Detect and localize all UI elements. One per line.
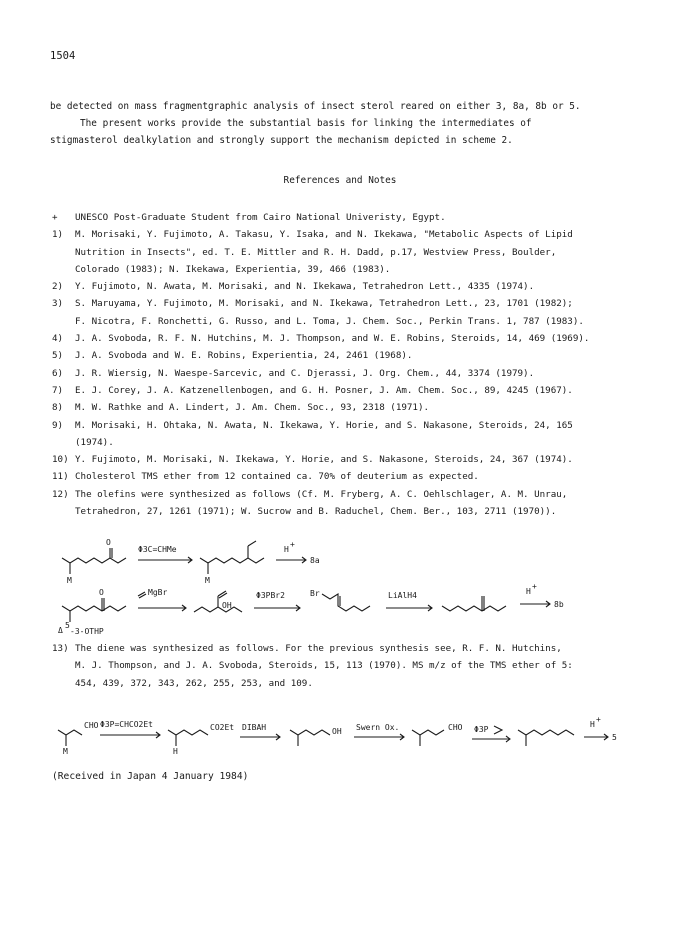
- reference-line: M. J. Thompson, and J. A. Svoboda, Steroids, 15, 113 (1970). MS m/z of the TMS ether of 5:: [75, 660, 573, 672]
- reference-number: +: [52, 212, 58, 223]
- reference-line: M. W. Rathke and A. Lindert, J. Am. Chem. Soc., 93, 2318 (1971).: [75, 402, 430, 414]
- hydroxyl-label: OH: [222, 601, 232, 610]
- atom-label: Br: [310, 589, 320, 598]
- reagent-label: H: [590, 720, 595, 729]
- olefin-synthesis-scheme: [0, 536, 680, 648]
- reference-line: The diene was synthesized as follows. For the previous synthesis see, R. F. N. Hutchins,: [75, 643, 562, 654]
- reference-item: [52, 417, 642, 452]
- reference-line: Colorado (1983); N. Ikekawa, Experientia, 39, 466 (1983).: [75, 263, 391, 275]
- reference-item: [52, 226, 642, 278]
- reagent-label: LiAlH4: [388, 591, 417, 600]
- group-label: CHO: [448, 723, 463, 732]
- reagent-label: Φ3PBr2: [256, 591, 285, 600]
- reference-number: 5): [52, 350, 64, 362]
- reference-line: Y. Fujimoto, M. Morisaki, N. Ikekawa, Y. Horie, and S. Nakasone, Steroids, 24, 367 (1974).: [75, 454, 573, 466]
- body-line: be detected on mass fragmentgraphic analysis of insect sterol reared on either 3, 8a, 8b or 5.: [50, 101, 581, 112]
- diene-synthesis-scheme: [0, 710, 680, 756]
- reagent-superscript: +: [532, 582, 537, 591]
- reference-line: J. R. Wiersig, N. Waespe-Sarcevic, and C. Djerassi, J. Org. Chem., 44, 3374 (1979).: [75, 367, 535, 379]
- ylide-bond: [494, 726, 502, 734]
- product-label: 8a: [310, 556, 320, 565]
- diene-structure: [518, 730, 574, 735]
- reagent-label: Φ3P=CHCO2Et: [100, 720, 153, 729]
- reference-list-continued: [52, 640, 642, 692]
- vinyl-bond: [219, 593, 227, 598]
- reference-item: [52, 365, 642, 382]
- reference-item: [52, 347, 642, 364]
- reference-number: 13): [52, 643, 69, 654]
- reagent-label: DIBAH: [242, 723, 267, 732]
- received-date: (Received in Japan 4 January 1984): [52, 771, 249, 782]
- reference-line: J. A. Svoboda, R. F. N. Hutchins, M. J. Thompson, and W. E. Robins, Steroids, 14, 469 (1969).: [75, 333, 590, 345]
- side-chain-structure: [194, 607, 242, 612]
- reagent-superscript: +: [596, 715, 601, 724]
- reference-number: 1): [52, 229, 64, 241]
- side-chain-structure: [62, 606, 126, 611]
- group-label: CO2Et: [210, 723, 235, 732]
- reagent-label: Φ3P: [474, 725, 489, 734]
- atom-label: M: [67, 576, 72, 585]
- reference-number: 4): [52, 333, 64, 345]
- reference-item: [52, 382, 642, 399]
- reagent-superscript: +: [290, 540, 295, 549]
- atom-label: H: [173, 747, 178, 756]
- reference-item: [52, 399, 642, 416]
- reference-item: [52, 640, 642, 692]
- alcohol-structure: [290, 730, 330, 735]
- reference-item: [52, 451, 642, 468]
- reagent-label: Swern Ox.: [356, 723, 400, 732]
- reference-number: 9): [52, 419, 64, 431]
- reference-item: [52, 209, 642, 226]
- reference-line: M. Morisaki, H. Ohtaka, N. Awata, N. Ikekawa, Y. Horie, and S. Nakasone, Steroids, 24, 165: [75, 419, 573, 431]
- reference-line: 454, 439, 372, 343, 262, 255, 253, and 109.: [75, 677, 313, 689]
- reference-line: The olefins were synthesized as follows (Cf. M. Fryberg, A. C. Oehlschlager, A. M. Unrau,: [75, 488, 568, 500]
- reference-line: S. Maruyama, Y. Fujimoto, M. Morisaki, and N. Ikekawa, Tetrahedron Lett., 23, 1701 (1982);: [75, 298, 573, 310]
- reagent-label: H: [284, 545, 289, 554]
- reference-number: 7): [52, 384, 64, 396]
- reference-line: E. J. Corey, J. A. Katzenellenbogen, and G. H. Posner, J. Am. Chem. Soc., 89, 4245 (1967).: [75, 384, 573, 396]
- reference-item: [52, 278, 642, 295]
- reference-line: M. Morisaki, Y. Fujimoto, A. Takasu, Y. Isaka, and N. Ikekawa, "Metabolic Aspects of Lipid: [75, 229, 573, 241]
- atom-label: O: [99, 588, 104, 597]
- reference-item: [52, 330, 642, 347]
- reagent-label: MgBr: [148, 588, 168, 597]
- delta-symbol: Δ: [58, 626, 63, 635]
- body-line: The present works provide the substantial basis for linking the intermediates of: [80, 118, 532, 129]
- page-number: 1504: [50, 50, 76, 62]
- side-chain-structure: [442, 606, 506, 611]
- reference-number: 3): [52, 298, 64, 310]
- product-label: 8b: [554, 600, 564, 609]
- allyl-bromide-structure: [322, 594, 370, 611]
- reference-line: (1974).: [75, 436, 114, 448]
- reference-item: [52, 486, 642, 521]
- reagent-label: Φ3C=CHMe: [138, 545, 177, 554]
- atom-label: M: [63, 747, 68, 756]
- hydroxyl-label: OH: [332, 727, 342, 736]
- side-chain-structure: [62, 558, 126, 563]
- references-heading: References and Notes: [283, 175, 397, 186]
- reference-item: [52, 295, 642, 330]
- reference-line: Tetrahedron, 27, 1261 (1971); W. Sucrow and B. Raduchel, Chem. Ber., 103, 2711 (1970)).: [75, 506, 557, 518]
- delta-superscript: 5: [65, 621, 70, 630]
- reference-list: [52, 209, 642, 520]
- reference-line: Cholesterol TMS ether from 12 contained ca. 70% of deuterium as expected.: [75, 471, 479, 483]
- aldehyde-structure: [58, 730, 82, 735]
- reagent-label: H: [526, 587, 531, 596]
- protecting-group-label: -3-OTHP: [70, 627, 104, 636]
- group-label: CHO: [84, 721, 99, 730]
- product-label: 5: [612, 733, 617, 742]
- reference-number: 2): [52, 281, 64, 293]
- reference-line: UNESCO Post-Graduate Student from Cairo National Univeristy, Egypt.: [75, 212, 446, 223]
- reference-number: 6): [52, 367, 64, 379]
- side-chain-structure: [200, 558, 264, 563]
- enal-structure: [412, 730, 444, 735]
- vinyl-bond: [218, 591, 226, 596]
- ester-structure: [168, 730, 208, 735]
- reference-line: J. A. Svoboda and W. E. Robins, Experientia, 24, 2461 (1968).: [75, 350, 413, 362]
- reference-line: Y. Fujimoto, N. Awata, M. Morisaki, and N. Ikekawa, Tetrahedron Lett., 4335 (1974).: [75, 281, 535, 293]
- atom-label: M: [205, 576, 210, 585]
- reference-line: F. Nicotra, F. Ronchetti, G. Russo, and L. Toma, J. Chem. Soc., Perkin Trans. 1, 787 (1983).: [75, 315, 584, 327]
- reference-item: [52, 468, 642, 485]
- bond: [248, 541, 256, 546]
- body-paragraph: [50, 98, 630, 149]
- reference-line: Nutrition in Insects", ed. T. E. Mittler and R. H. Dadd, p.17, Westview Press, Boulder,: [75, 246, 557, 258]
- reference-number: 10): [52, 454, 69, 466]
- reference-number: 11): [52, 471, 69, 483]
- reference-number: 8): [52, 402, 64, 414]
- body-line: stigmasterol dealkylation and strongly support the mechanism depicted in scheme 2.: [50, 135, 513, 146]
- reference-number: 12): [52, 488, 69, 500]
- atom-label: O: [106, 538, 111, 547]
